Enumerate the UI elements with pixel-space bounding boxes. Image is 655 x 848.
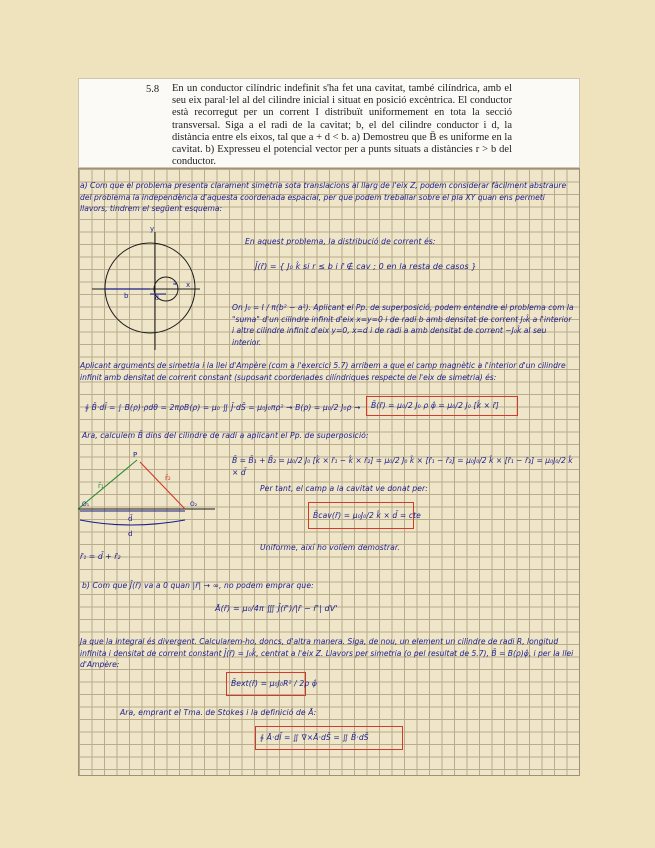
part-b-note: b) Com que J̄(r̄) va a 0 quan |r̄| → ∞, no podem emprar que: <box>82 581 314 590</box>
x-axis-label: x <box>186 281 191 289</box>
ampere-equation: ∮ B̄·dl̄ = ∫ B(ρ)·ρdθ = 2πρB(ρ) = μ₀ ∬ J̄·dS̄ = μ₀J₀πρ² → B(ρ) = μ₀/2 J₀ρ → <box>85 403 361 412</box>
r2-vector <box>140 462 185 509</box>
cavity-field: B̄cav(r̄) = μ₀J₀/2 k̂ × d̄ = cte <box>313 511 421 520</box>
r1-label: r̄₁ <box>98 482 104 490</box>
ampere-result: B̄(r̄) = μ₀/2 J₀ ρ φ̂ = μ₀/2 J₀ [k̂ × r̄] <box>371 401 499 410</box>
outer-cylinder <box>105 243 195 333</box>
cylinder-diagram <box>92 232 200 350</box>
uniform-note: Uniforme, així ho volíem demostrar. <box>260 543 400 552</box>
stokes-note: Ara, emprant el Tma. de Stokes i la definició de Ā: <box>120 708 317 717</box>
radius-a-label: a <box>173 280 177 287</box>
divergent-note: Ja que la integral és divergent. Calcularem-ho, doncs, d'altra manera. Siga, de nou, un element un cilindre de radi R, longitud infinita i densitat de corrent constant J̄(r̄) = J₀k̂, centrat a l'eix Z. Llavors per simetria (o pel resultat de 5.7), B̄ = B(ρ)φ̂, i per la llei d'Ampère: <box>80 637 574 669</box>
current-density-eq: J̄(r̄) = { J₀ k̂ si r ≤ b i r̄ ∉ cav ; 0 en la resta de casos } <box>255 262 477 271</box>
o1-label: O₁ <box>82 501 90 508</box>
problem-number: 5.8 <box>146 84 160 95</box>
problem-text: En un conductor cilíndric indefinit s'ha fet una cavitat, també cilíndrica, amb el seu eix paral·lel al del cilindre inicial i situat en posició excèntrica. El conductor està recorregut per un corrent I distribuït uniformement en tota la secció transversal. Siga a el radi de la cavitat; b, el del cilindre conductor i d, la distància entre els eixos, tal que a + d < b. a) Demostreu que B̄ es uniforme en la cavitat. b) Expresseu el potencial vector per a punts situats a distàncies r > b del conductor. <box>172 83 512 168</box>
superposition-note: On J₀ = I / π(b² − a²). Aplicant el Pp. de superposició, podem entendre el problema com la "suma" d'un cilindre infinit d'eix x=y=0 i de radi b amb densitat de corrent J₀k̂ a l'interior i altre cilindre infinit d'eix y=0, x=d i de radi a amb densitat de corrent −J₀k̂ al seu interior. <box>232 303 574 347</box>
ampere-intro-note: Aplicant arguments de simetria i la llei d'Ampère (com a l'exercici 5.7) arribem a que el camp magnètic a l'interior d'un cilindre infinit amb densitat de corrent constant (suposant coordenades cilíndriques respecte de l'eix de simetria) és: <box>80 361 566 382</box>
d-brace-label: d <box>128 530 133 538</box>
superposition-sum-eq: B̄ = B̄₁ + B̄₂ = μ₀/2 J₀ [k̂ × r̄₁ − k̂ × r̄₂] = μ₀/2 J₀ k̂ × [r̄₁ − r̄₂] = μ₀J₀/2 k̂ × [r̄₁ − r̄₂] = μ₀J₀/2 k̂ × d̄ <box>232 456 573 477</box>
o2-label: O₂ <box>190 501 198 508</box>
therefore-note: Per tant, el camp a la cavitat ve donat per: <box>260 484 428 493</box>
vector-diagram <box>78 460 215 525</box>
now-calc-note: Ara, calculem B̄ dins del cilindre de radi a aplicant el Pp. de superposició: <box>82 431 369 440</box>
d-brace <box>80 520 185 525</box>
distance-d-label: d <box>155 295 159 302</box>
point-p-label: P <box>133 451 138 459</box>
vector-potential-eq: Ā(r̄) = μ₀/4π ∭ J̄(r̄')/|r̄ − r̄'| dV' <box>215 604 338 613</box>
r-sum-note: r̄₁ = d̄ + r̄₂ <box>80 552 121 561</box>
radius-b-label: b <box>124 292 129 300</box>
d-vector-label: d̄ <box>128 515 133 523</box>
r2-label: r̄₂ <box>165 474 171 482</box>
exterior-field: B̄ext(r̄) = μ₀J₀R² / 2ρ φ̂ <box>231 679 317 688</box>
intro-note: a) Com que el problema presenta clarament simetria sota translacions al llarg de l'eix Z, podem considerar fàcilment abstraure del problema la independència d'aquesta coordenada espacial, per que podem treballar sobre el pla XY quan ens permeti llavors, tindrem el següent esquema: <box>80 181 567 213</box>
y-axis-label: y <box>150 225 155 233</box>
stokes-result: ∮ Ā·dl̄ = ∬ ∇×Ā·dS̄ = ∬ B̄·dS̄ <box>260 733 369 742</box>
symmetry-note: En aquest problema, la distribució de corrent és: <box>245 237 436 246</box>
